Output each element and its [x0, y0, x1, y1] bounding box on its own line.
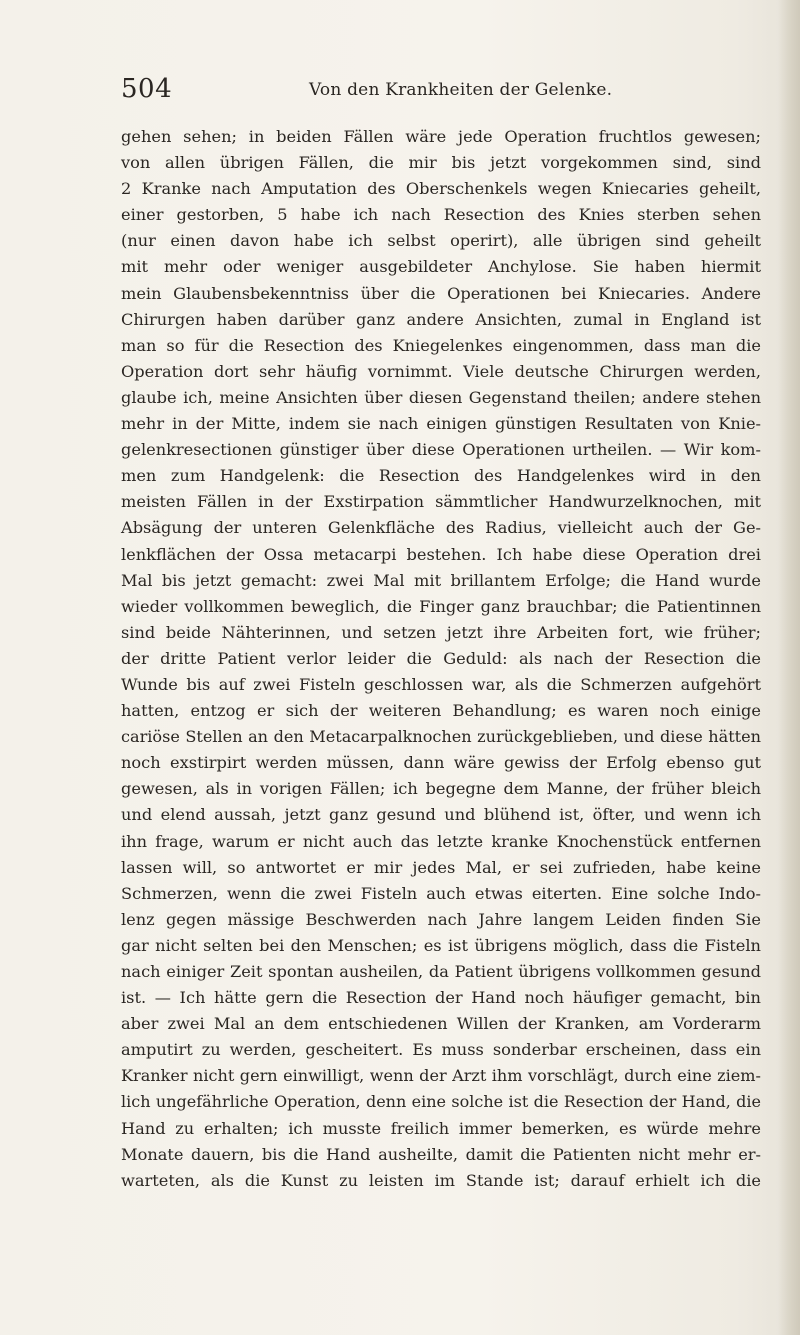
text-line: men zum Handgelenk: die Resection des Handgelenkes wird in den	[121, 466, 761, 486]
text-line: gehen sehen; in beiden Fällen wäre jede Operation fruchtlos gewesen;	[121, 127, 761, 146]
text-line: Operation dort sehr häufig vornimmt. Viele deutsche Chirurgen werden,	[121, 361, 761, 381]
text-line: lich ungefährliche Operation, denn eine solche ist die Resection der Hand, die	[121, 1092, 761, 1112]
text-line: amputirt zu werden, gescheitert. Es muss sonderbar erscheinen, dass ein	[121, 1040, 761, 1060]
text-line: Wunde bis auf zwei Fisteln geschlossen war, als die Schmerzen aufgehört	[121, 674, 761, 694]
text-line: der dritte Patient verlor leider die Geduld: als nach der Resection die	[121, 648, 761, 668]
text-line: hatten, entzog er sich der weiteren Behandlung; es waren noch einige	[121, 701, 761, 721]
text-line: wieder vollkommen beweglich, die Finger ganz brauchbar; die Patientinnen	[121, 596, 761, 616]
text-line: ist. — Ich hätte gern die Resection der Hand noch häufiger gemacht, bin	[121, 988, 761, 1008]
running-title: Von den Krankheiten der Gelenke.	[309, 80, 613, 100]
text-line: Chirurgen haben darüber ganz andere Ansichten, zumal in England ist	[121, 309, 761, 329]
text-line: cariöse Stellen an den Metacarpalknochen zurückgeblieben, und diese hätten	[121, 727, 761, 747]
text-line: sind beide Nähterinnen, und setzen jetzt ihre Arbeiten fort, wie früher;	[121, 622, 761, 642]
text-line: Absägung der unteren Gelenkfläche des Radius, vielleicht auch der Ge-	[121, 518, 761, 538]
text-line: Mal bis jetzt gemacht: zwei Mal mit brillantem Erfolge; die Hand wurde	[121, 570, 761, 590]
text-line: warteten, als die Kunst zu leisten im Stande ist; darauf erhielt ich die	[121, 1170, 761, 1190]
page-edge-shadow	[778, 0, 800, 1335]
text-line: einer gestorben, 5 habe ich nach Resection des Knies sterben sehen	[121, 205, 761, 225]
text-line: und elend aussah, jetzt ganz gesund und blühend ist, öfter, und wenn ich	[121, 805, 761, 825]
text-line: mehr in der Mitte, indem sie nach einigen günstigen Resultaten von Knie-	[121, 414, 761, 434]
text-line: glaube ich, meine Ansichten über diesen Gegenstand theilen; andere stehen	[121, 387, 761, 407]
page-number: 504	[121, 74, 173, 104]
text-line: ihn frage, warum er nicht auch das letzte kranke Knochenstück entfernen	[121, 831, 761, 851]
text-line: aber zwei Mal an dem entschiedenen Willen der Kranken, am Vorderarm	[121, 1014, 761, 1034]
text-line: mein Glaubensbekenntniss über die Operationen bei Kniecaries. Andere	[121, 283, 761, 303]
page-header	[121, 72, 761, 108]
text-line: 2 Kranke nach Amputation des Oberschenkels wegen Kniecaries geheilt,	[121, 179, 761, 199]
text-line: lassen will, so antwortet er mir jedes Mal, er sei zufrieden, habe keine	[121, 857, 761, 877]
text-line: Hand zu erhalten; ich musste freilich immer bemerken, es würde mehre	[121, 1118, 761, 1138]
text-line: lenkflächen der Ossa metacarpi bestehen. Ich habe diese Operation drei	[121, 544, 761, 564]
text-line: gar nicht selten bei den Menschen; es ist übrigens möglich, dass die Fisteln	[121, 935, 761, 955]
text-line: lenz gegen mässige Beschwerden nach Jahre langem Leiden finden Sie	[121, 909, 761, 929]
text-line: von allen übrigen Fällen, die mir bis jetzt vorgekommen sind, sind	[121, 153, 761, 173]
text-line: (nur einen davon habe ich selbst operirt), alle übrigen sind geheilt	[121, 231, 761, 251]
text-line: Schmerzen, wenn die zwei Fisteln auch etwas eiterten. Eine solche Indo-	[121, 883, 761, 903]
text-line: gewesen, als in vorigen Fällen; ich begegne dem Manne, der früher bleich	[121, 779, 761, 799]
text-line: Monate dauern, bis die Hand ausheilte, damit die Patienten nicht mehr er-	[121, 1144, 761, 1164]
text-line: man so für die Resection des Kniegelenkes eingenommen, dass man die	[121, 335, 761, 355]
text-line: noch exstirpirt werden müssen, dann wäre gewiss der Erfolg ebenso gut	[121, 753, 761, 773]
text-line: Kranker nicht gern einwilligt, wenn der Arzt ihm vorschlägt, durch eine ziem-	[121, 1066, 761, 1086]
text-line: mit mehr oder weniger ausgebildeter Anchylose. Sie haben hiermit	[121, 257, 761, 277]
text-line: gelenkresectionen günstiger über diese Operationen urtheilen. — Wir kom-	[121, 440, 761, 460]
text-line: nach einiger Zeit spontan ausheilen, da Patient übrigens vollkommen gesund	[121, 962, 761, 981]
body-text	[121, 124, 761, 1194]
text-line: meisten Fällen in der Exstirpation sämmtlicher Handwurzelknochen, mit	[121, 492, 761, 512]
